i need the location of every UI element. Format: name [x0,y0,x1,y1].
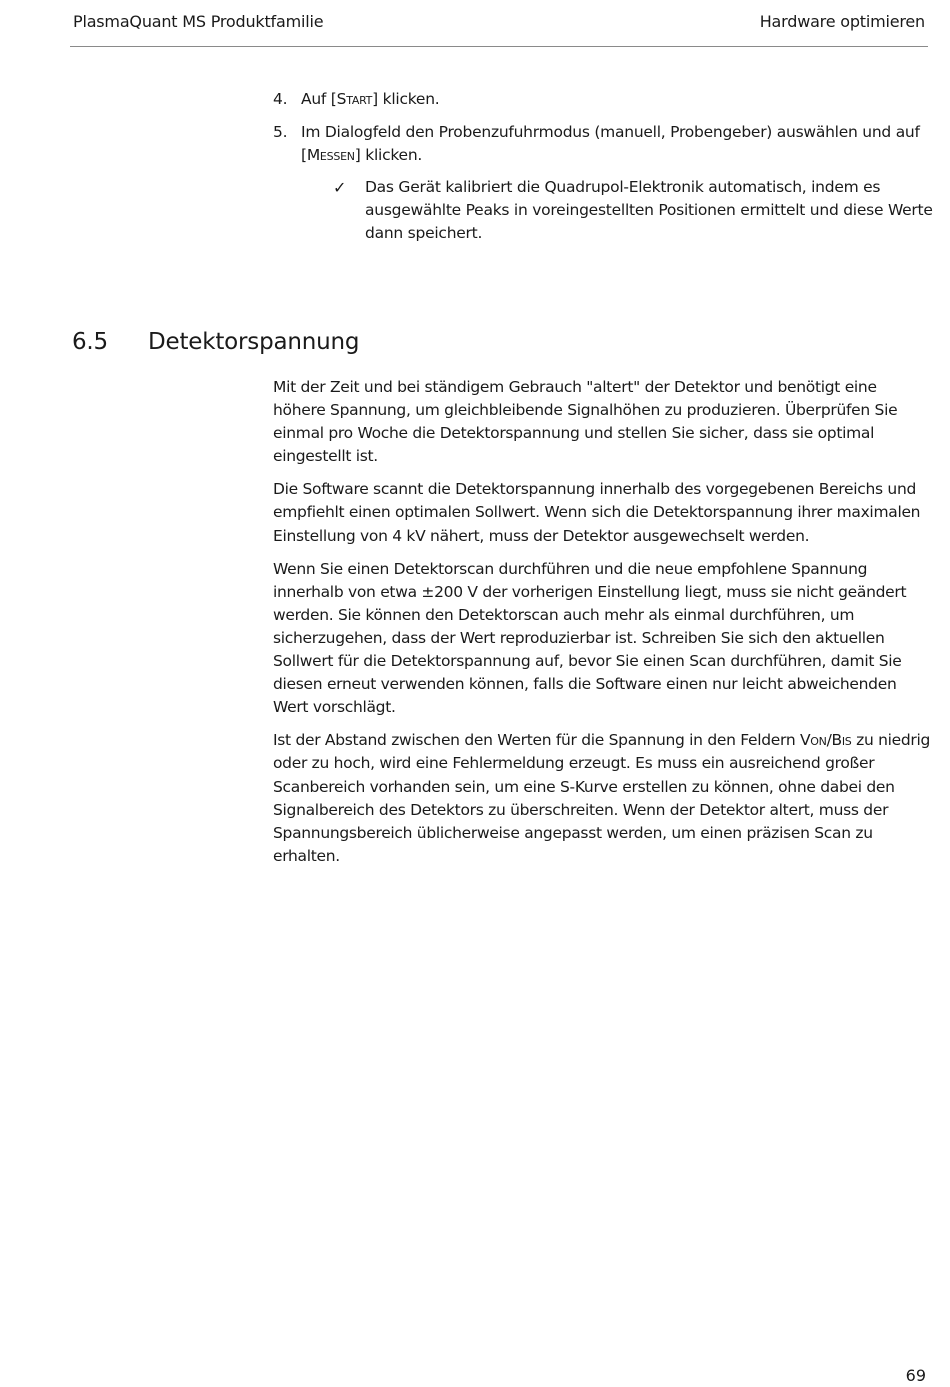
step-number: 5. [273,123,288,141]
step-item [273,88,933,111]
section-number: 6.5 [72,329,108,356]
check-icon: ✓ [333,178,347,197]
start-button-reference: Start [336,90,373,108]
step-item [273,121,933,245]
step-text: Im Dialogfeld den Probenzufuhrmodus (manuell, Probengeber) auswählen und auf [Messen] klicken. [301,123,920,164]
field-names-reference: Von/Bis [800,731,852,750]
page-number: 69 [905,1366,926,1385]
section-heading [72,329,359,355]
messen-button-reference: Messen [306,146,355,164]
step-text: Auf [Start] klicken. [301,90,440,108]
section-body [273,376,933,878]
header-document-title: PlasmaQuant MS Produktfamilie [73,12,324,31]
page-header [70,0,928,47]
header-chapter-title: Hardware optimieren [759,12,925,31]
step-result [301,176,933,245]
paragraph: Mit der Zeit und bei ständigem Gebrauch "altert" der Detektor und benötigt eine höhere Spannung, um gleichbleibende Signalhöhen zu produzieren. Überprüfen Sie einmal pro Woche die Detektorspannung und stellen Sie sicher, dass sie optimal eingestellt ist. [273,378,898,466]
paragraph: Die Software scannt die Detektorspannung innerhalb des vorgegebenen Bereichs und empfiehlt einen optimalen Sollwert. Wenn sich die Detektorspannung ihrer maximalen Einstellung von 4 kV nähert, muss der Detektor ausgewechselt werden. [273,480,921,545]
step-number: 4. [273,90,288,108]
section-title: Detektorspannung [148,329,360,356]
paragraph: Ist der Abstand zwischen den Werten für die Spannung in den Feldern Von/Bis zu niedrig oder zu hoch, wird eine Fehlermeldung erzeugt. Es muss ein ausreichend großer Scanbereich vorhanden sein, um eine S-Kurve erstellen zu können, ohne dabei den Signalbereich des Detektors zu überschreiten. Wenn der Detektor altert, muss der Spannungsbereich üblicherweise angepasst werden, um einen präzisen Scan zu erhalten. [273,731,931,865]
paragraph: Wenn Sie einen Detektorscan durchführen und die neue empfohlene Spannung innerhalb von etwa ±200 V der vorherigen Einstellung liegt, muss sie nicht geändert werden. Sie können den Detektorscan auch mehr als einmal durchführen, um sicherzugehen, dass der Wert reproduzierbar ist. Schreiben Sie sich den aktuellen Sollwert für die Detektorspannung auf, bevor Sie einen Scan durchführen, damit Sie diesen erneut verwenden können, falls die Software einen nur leicht abweichenden Wert vorschlägt. [273,559,907,717]
result-text: Das Gerät kalibriert die Quadrupol-Elektronik automatisch, indem es ausgewählte Peaks in voreingestellten Positionen ermittelt und diese Werte dann speichert. [365,178,933,242]
instruction-steps [273,88,933,255]
